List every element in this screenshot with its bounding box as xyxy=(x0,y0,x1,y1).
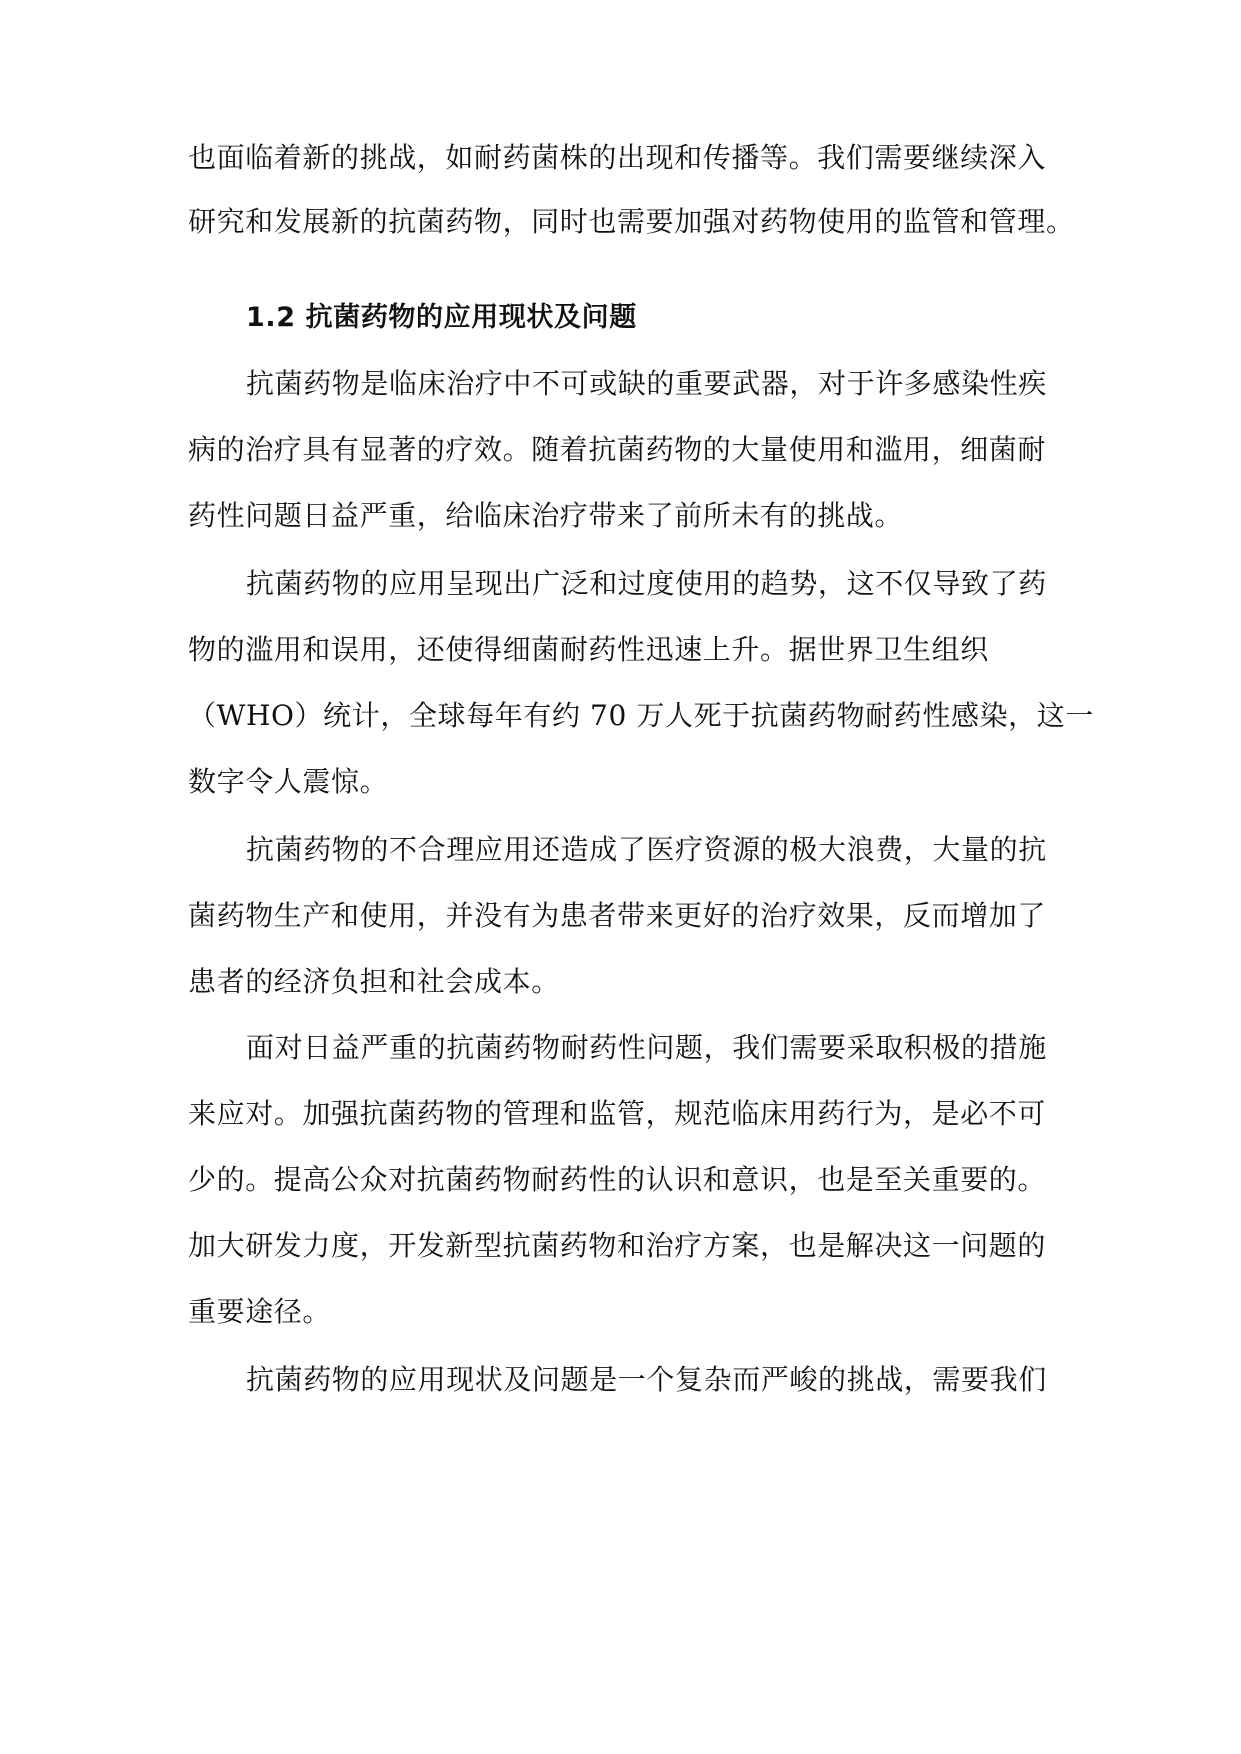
text-line: 抗菌药物的应用呈现出广泛和过度使用的趋势，这不仅导致了药 xyxy=(246,567,1047,600)
text-line: 也面临着新的挑战，如耐药菌株的出现和传播等。我们需要继续深入 xyxy=(188,141,1047,174)
text-line: 重要途径。 xyxy=(188,1295,332,1328)
text-line: 患者的经济负担和社会成本。 xyxy=(188,965,560,998)
text-line: 研究和发展新的抗菌药物，同时也需要加强对药物使用的监管和管理。 xyxy=(188,205,1075,238)
text-line: 抗菌药物的应用现状及问题是一个复杂而严峻的挑战，需要我们 xyxy=(246,1363,1047,1396)
text-line: 来应对。加强抗菌药物的管理和监管，规范临床用药行为，是必不可 xyxy=(188,1097,1047,1130)
text-line: 抗菌药物是临床治疗中不可或缺的重要武器，对于许多感染性疾 xyxy=(246,367,1047,400)
text-line: 病的治疗具有显著的疗效。随着抗菌药物的大量使用和滥用，细菌耐 xyxy=(188,433,1047,466)
section-heading: 1.2 抗菌药物的应用现状及问题 xyxy=(246,302,637,333)
text-line: 抗菌药物的不合理应用还造成了医疗资源的极大浪费，大量的抗 xyxy=(246,833,1047,866)
text-line: 数字令人震惊。 xyxy=(188,765,389,798)
text-line: 菌药物生产和使用，并没有为患者带来更好的治疗效果，反而增加了 xyxy=(188,899,1047,932)
text-line: 药性问题日益严重，给临床治疗带来了前所未有的挑战。 xyxy=(188,499,904,532)
text-line: 加大研发力度，开发新型抗菌药物和治疗方案，也是解决这一问题的 xyxy=(188,1229,1047,1262)
text-line: 物的滥用和误用，还使得细菌耐药性迅速上升。据世界卫生组织 xyxy=(188,633,989,666)
text-line: （WHO）统计，全球每年有约 70 万人死于抗菌药物耐药性感染，这一 xyxy=(188,699,1094,732)
text-line: 面对日益严重的抗菌药物耐药性问题，我们需要采取积极的措施 xyxy=(246,1031,1047,1064)
text-line: 少的。提高公众对抗菌药物耐药性的认识和意识，也是至关重要的。 xyxy=(188,1163,1047,1196)
